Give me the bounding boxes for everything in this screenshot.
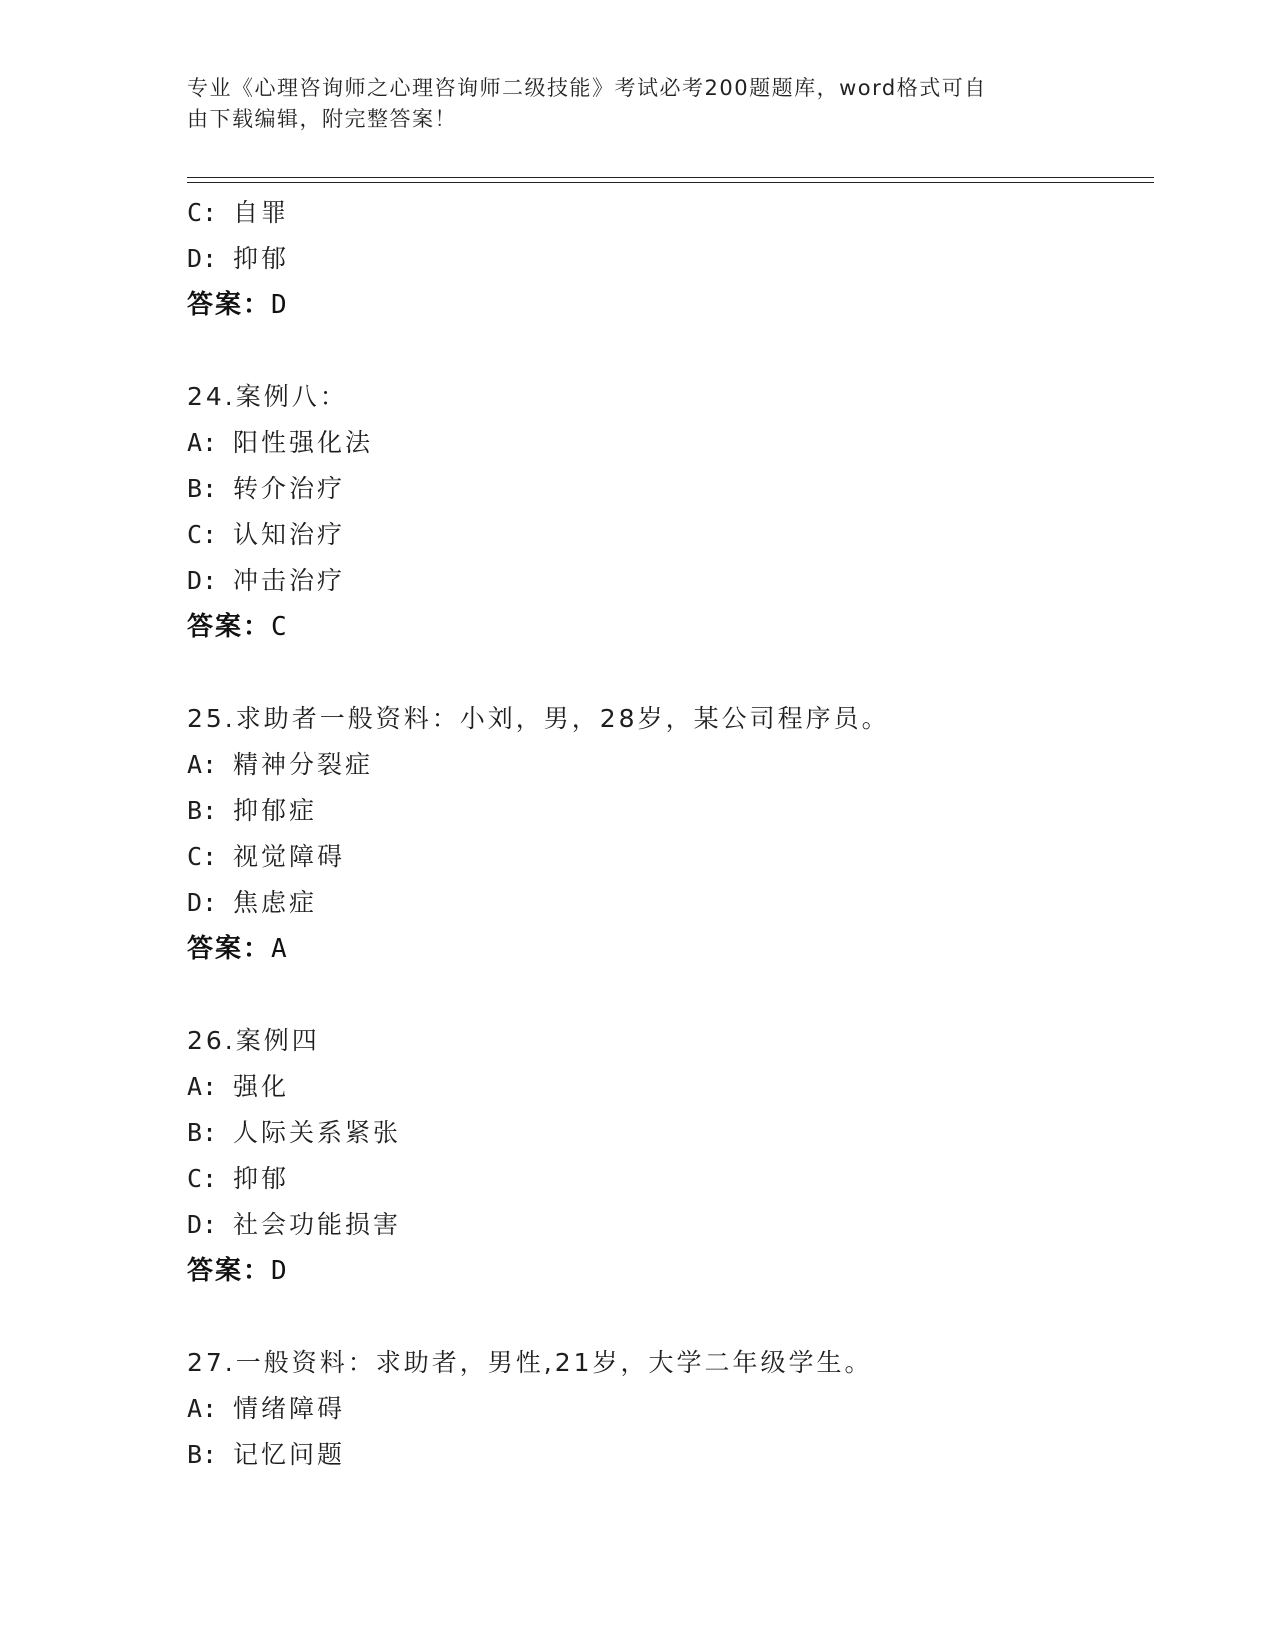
answer-label: 答案： [187,1256,272,1286]
option-letter: A: [187,1072,218,1101]
option-text: 阳性强化法 [233,428,374,457]
option-row [187,1156,1147,1202]
question-title: 25.求助者一般资料：小刘，男，28岁，某公司程序员。 [187,704,890,733]
option-letter: B: [187,474,218,503]
option-text: 自罪 [233,198,290,227]
option-row [187,558,1147,604]
option-row [187,880,1147,926]
header-line-1: 专业《心理咨询师之心理咨询师二级技能》考试必考200题题库，word格式可自 [187,76,987,100]
option-letter: C: [187,520,218,549]
option-letter: C: [187,198,218,227]
question-block [187,1340,1147,1478]
option-text: 记忆问题 [233,1440,346,1469]
option-letter: D: [187,888,218,917]
question-block [187,1018,1147,1294]
answer-value: A [271,934,289,964]
option-text: 视觉障碍 [233,842,346,871]
question-block-continued [187,190,1147,328]
answer-label: 答案： [187,934,272,964]
answer-label: 答案： [187,612,272,642]
option-row [187,1110,1147,1156]
option-text: 抑郁症 [233,796,318,825]
option-text: 转介治疗 [233,474,346,503]
question-block [187,374,1147,650]
header-divider-top [187,177,1154,178]
option-letter: B: [187,1440,218,1469]
answer-value: D [271,290,289,320]
answer-row [187,926,1147,972]
option-row [187,834,1147,880]
option-row [187,236,1147,282]
question-title: 27.一般资料：求助者，男性,21岁，大学二年级学生。 [187,1348,873,1377]
question-list [187,190,1147,1478]
option-letter: A: [187,428,218,457]
option-letter: B: [187,796,218,825]
option-row [187,512,1147,558]
option-letter: C: [187,842,218,871]
question-title: 26.案例四 [187,1026,320,1055]
option-row [187,1064,1147,1110]
question-title: 24.案例八： [187,382,348,411]
option-row [187,1432,1147,1478]
option-text: 抑郁 [233,1164,290,1193]
option-row [187,788,1147,834]
option-row [187,466,1147,512]
option-text: 强化 [233,1072,290,1101]
option-letter: A: [187,1394,218,1423]
answer-row [187,1248,1147,1294]
option-text: 抑郁 [233,244,290,273]
answer-row [187,604,1147,650]
option-letter: C: [187,1164,218,1193]
option-text: 冲击治疗 [233,566,346,595]
option-row [187,742,1147,788]
option-letter: A: [187,750,218,779]
option-letter: D: [187,566,218,595]
answer-value: D [271,1256,289,1286]
option-text: 认知治疗 [233,520,346,549]
option-letter: D: [187,244,218,273]
question-block [187,696,1147,972]
option-text: 焦虑症 [233,888,318,917]
option-row [187,1202,1147,1248]
option-letter: B: [187,1118,218,1147]
answer-value: C [271,612,289,642]
option-letter: D: [187,1210,218,1239]
option-text: 情绪障碍 [233,1394,346,1423]
option-text: 精神分裂症 [233,750,374,779]
option-row [187,1386,1147,1432]
option-text: 社会功能损害 [233,1210,402,1239]
option-text: 人际关系紧张 [233,1118,402,1147]
document-header [187,73,1067,135]
answer-label: 答案： [187,290,272,320]
answer-row [187,282,1147,328]
option-row [187,420,1147,466]
header-divider-bottom [187,182,1154,183]
header-line-2: 由下载编辑，附完整答案！ [187,107,457,131]
option-row [187,190,1147,236]
